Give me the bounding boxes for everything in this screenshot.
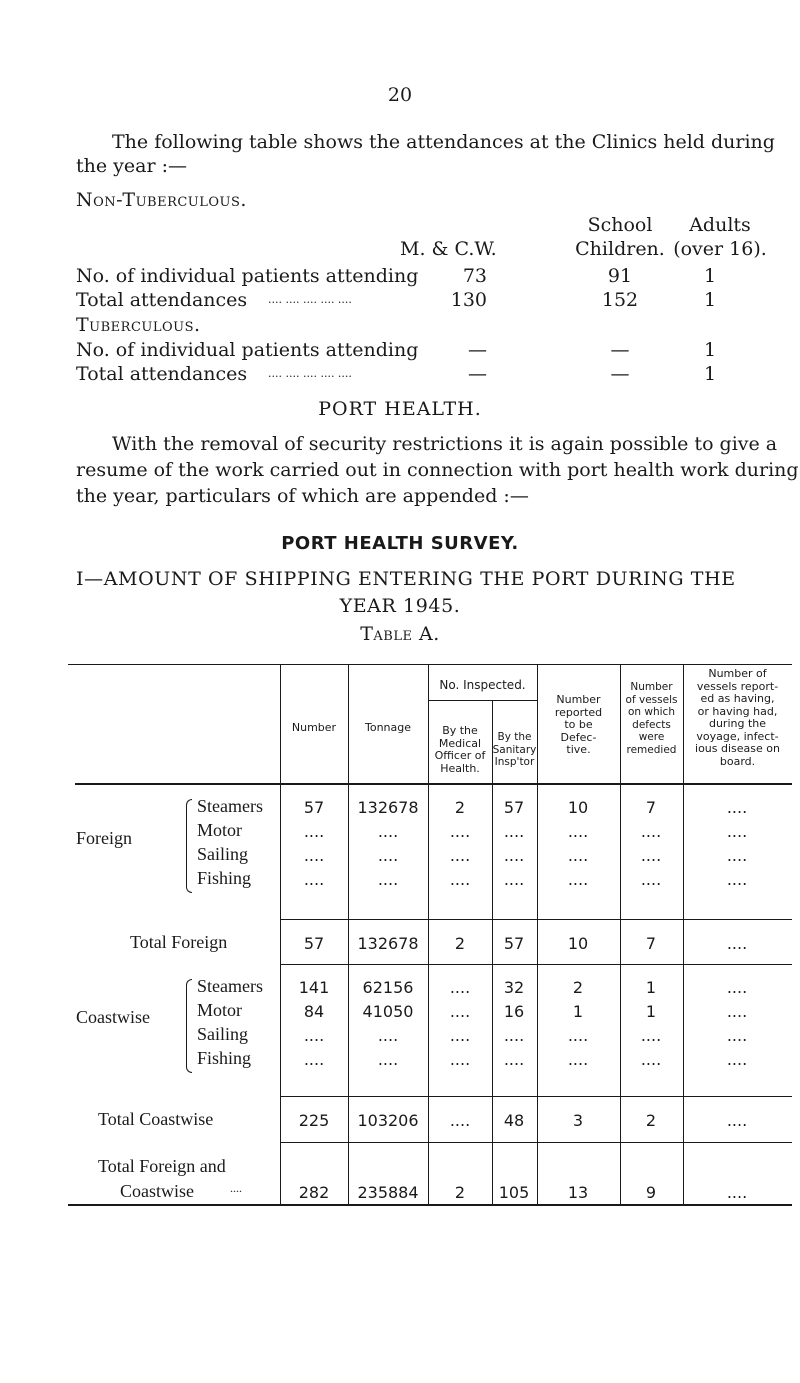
header-tonnage: Tonnage — [364, 721, 411, 734]
table-cell: .... — [303, 870, 325, 889]
header-text: By the — [442, 724, 478, 737]
row-type: Steamers — [197, 796, 263, 816]
page-number: 20 — [387, 84, 413, 106]
header-text: to be — [564, 718, 593, 731]
port-health-para-line-1: With the removal of security restrictions it is again possible to give a — [112, 433, 778, 455]
table-cell: .... — [449, 1111, 471, 1130]
non-tb-row-school: 91 — [607, 265, 633, 287]
table-cell: .... — [640, 870, 662, 889]
header-text: during the — [708, 717, 767, 730]
table-cell: .... — [449, 870, 471, 889]
table-cell: 10 — [567, 934, 589, 953]
table-cell: 41050 — [362, 1002, 414, 1021]
non-tb-row-adults: 1 — [703, 265, 717, 287]
table-cell: 105 — [498, 1183, 530, 1202]
header-reported-defective — [537, 694, 620, 757]
table-cell: .... — [726, 1050, 748, 1069]
table-cell: .... — [726, 978, 748, 997]
table-cell: .... — [567, 1026, 589, 1045]
table-cell: .... — [377, 1026, 399, 1045]
header-text: Health. — [440, 761, 480, 775]
header-bottom-rule — [75, 783, 792, 785]
table-cell: .... — [449, 978, 471, 997]
table-cell: .... — [726, 822, 748, 841]
table-cell: .... — [726, 1002, 748, 1021]
rule-before-total-coastwise — [280, 1096, 792, 1097]
port-health-para-line-2: resume of the work carried out in connection with port health work during — [76, 459, 799, 481]
tb-row-label: No. of individual patients attending — [76, 339, 419, 361]
header-text: remedied — [626, 743, 677, 756]
header-text: By the — [497, 731, 532, 743]
tb-row-adults: 1 — [703, 339, 717, 361]
table-cell: 57 — [503, 798, 525, 817]
table-cell: .... — [567, 846, 589, 865]
table-cell: 103206 — [357, 1111, 419, 1130]
tb-row-school: — — [610, 339, 630, 361]
intro-line-1: The following table shows the attendances at the Clinics held during — [112, 131, 775, 153]
table-cell: .... — [503, 1050, 525, 1069]
header-text: Medical — [438, 736, 482, 750]
non-tb-row-adults: 1 — [703, 289, 717, 311]
table-cell: .... — [377, 1050, 399, 1069]
table-cell: .... — [503, 1026, 525, 1045]
header-defects-remedied — [620, 681, 683, 756]
header-text: board. — [719, 754, 756, 768]
table-cell: 57 — [303, 934, 325, 953]
table-cell: 2 — [454, 798, 466, 817]
table-cell: 2 — [572, 978, 584, 997]
leader-dots: .... .... .... .... .... — [268, 367, 352, 380]
leader-dots: .... — [230, 1181, 242, 1195]
tb-row-mcw: — — [468, 363, 487, 385]
tb-row-adults: 1 — [703, 363, 717, 385]
non-tb-row-mcw: 73 — [462, 265, 487, 287]
tb-row-label: Total attendances — [76, 363, 248, 385]
port-health-para-line-3: the year, particulars of which are appended :— — [76, 485, 529, 507]
header-text: Number of — [708, 667, 767, 680]
table-cell: .... — [726, 1183, 748, 1202]
school-header-1: School — [587, 214, 653, 236]
table-cell: .... — [640, 846, 662, 865]
table-cell: 1 — [645, 978, 657, 997]
row-type: Motor — [197, 820, 242, 840]
table-cell: .... — [726, 798, 748, 817]
group-label-foreign: Foreign — [76, 828, 132, 848]
group-label-coastwise: Coastwise — [76, 1007, 150, 1027]
table-cell: .... — [503, 870, 525, 889]
total-foreign-label: Total Foreign — [130, 932, 228, 952]
non-tuberculous-heading: Non-Tuberculous. — [76, 189, 247, 211]
rule-after-total-foreign — [280, 964, 792, 965]
table-cell: .... — [449, 822, 471, 841]
table-cell: .... — [449, 1026, 471, 1045]
header-text: Number — [630, 681, 673, 693]
table-cell: 7 — [645, 798, 657, 817]
table-cell: .... — [303, 822, 325, 841]
table-cell: .... — [377, 846, 399, 865]
mcw-header: M. & C.W. — [400, 238, 497, 260]
table-cell: .... — [503, 846, 525, 865]
non-tb-row-school: 152 — [601, 289, 639, 311]
table-cell: .... — [726, 846, 748, 865]
table-cell: 2 — [454, 934, 466, 953]
table-cell: 1 — [572, 1002, 584, 1021]
table-cell: 1 — [645, 1002, 657, 1021]
non-tb-row-label: Total attendances — [76, 289, 248, 311]
table-cell: 16 — [503, 1002, 525, 1021]
table-bottom-rule — [68, 1204, 792, 1206]
row-type: Motor — [197, 1000, 242, 1020]
header-text: Number — [556, 693, 601, 706]
table-cell: .... — [449, 846, 471, 865]
leader-dots: .... .... .... .... .... — [268, 293, 352, 306]
port-health-title: PORT HEALTH. — [318, 398, 482, 420]
row-type: Steamers — [197, 976, 263, 996]
table-cell: .... — [726, 1111, 748, 1130]
section-title-line-2: YEAR 1945. — [339, 595, 461, 617]
table-cell: .... — [567, 822, 589, 841]
rule-after-total-coastwise — [280, 1142, 792, 1143]
tb-row-mcw: — — [468, 339, 487, 361]
table-cell: 2 — [454, 1183, 466, 1202]
table-cell: 282 — [298, 1183, 330, 1202]
table-cell: 225 — [298, 1111, 330, 1130]
header-text: Insp'tor — [494, 756, 535, 768]
header-number: Number — [291, 721, 337, 734]
inspected-subrule — [428, 700, 537, 701]
table-cell: .... — [303, 1026, 325, 1045]
header-text: defects — [632, 718, 671, 731]
header-text: or having had, — [697, 704, 778, 718]
table-cell: 48 — [503, 1111, 525, 1130]
total-coastwise-label: Total Coastwise — [98, 1109, 214, 1129]
table-cell: .... — [640, 822, 662, 841]
table-cell: 235884 — [357, 1183, 419, 1202]
header-text: of vessels — [625, 693, 678, 706]
table-cell: .... — [640, 1050, 662, 1069]
grand-total-label-1: Total Foreign and — [98, 1156, 226, 1176]
adults-header-1: Adults — [689, 214, 751, 236]
header-text: on which — [627, 706, 675, 718]
table-cell: 32 — [503, 978, 525, 997]
table-cell: 7 — [645, 934, 657, 953]
non-tb-row-mcw: 130 — [450, 289, 487, 311]
header-text: Defec- — [560, 730, 597, 744]
grand-total-label-2: Coastwise — [120, 1181, 194, 1201]
intro-line-2: the year :— — [76, 155, 187, 177]
row-type: Fishing — [197, 868, 252, 888]
school-header-2: Children. — [575, 238, 665, 260]
table-cell: 57 — [503, 934, 525, 953]
table-cell: .... — [726, 1026, 748, 1045]
header-infectious-disease — [683, 668, 792, 768]
table-cell: .... — [567, 1050, 589, 1069]
table-cell: 2 — [645, 1111, 657, 1130]
adults-header-2: (over 16). — [673, 238, 767, 260]
survey-title: PORT HEALTH SURVEY. — [281, 533, 519, 554]
header-text: tive. — [566, 743, 591, 756]
header-text: Officer of — [434, 749, 486, 762]
non-tb-row-label: No. of individual patients attending — [76, 265, 419, 287]
table-cell: 132678 — [357, 934, 419, 953]
table-cell: 3 — [572, 1111, 584, 1130]
table-cell: .... — [726, 870, 748, 889]
header-text: reported — [554, 705, 603, 719]
table-cell: 13 — [567, 1183, 589, 1202]
table-cell: 62156 — [362, 978, 414, 997]
rule-before-total-foreign — [280, 919, 792, 920]
tb-row-school: — — [610, 363, 630, 385]
header-text: Sanitary — [492, 743, 537, 756]
table-cell: 57 — [303, 798, 325, 817]
table-cell: .... — [303, 846, 325, 865]
header-text: voyage, infect- — [696, 729, 779, 743]
group-brace — [186, 799, 192, 893]
table-cell: .... — [449, 1050, 471, 1069]
row-type: Sailing — [197, 1024, 249, 1044]
header-text: were — [638, 731, 665, 743]
table-cell: 141 — [298, 978, 330, 997]
table-cell: 84 — [303, 1002, 325, 1021]
header-no-inspected: No. Inspected. — [439, 678, 526, 692]
table-cell: .... — [726, 934, 748, 953]
row-type: Sailing — [197, 844, 249, 864]
header-sanitary-inspector — [492, 731, 537, 769]
table-cell: 132678 — [357, 798, 419, 817]
table-cell: 9 — [645, 1183, 657, 1202]
tuberculous-heading: Tuberculous. — [76, 314, 201, 336]
table-cell: .... — [377, 822, 399, 841]
table-cell: .... — [449, 1002, 471, 1021]
table-cell: 10 — [567, 798, 589, 817]
table-title: Table A. — [360, 623, 440, 645]
group-brace — [186, 979, 192, 1073]
table-cell: .... — [503, 822, 525, 841]
table-cell: .... — [640, 1026, 662, 1045]
row-type: Fishing — [197, 1048, 252, 1068]
table-cell: .... — [303, 1050, 325, 1069]
header-medical-officer — [428, 725, 492, 775]
table-cell: .... — [567, 870, 589, 889]
header-text: vessels report- — [696, 679, 779, 693]
header-text: ed as having, — [700, 692, 775, 705]
table-cell: .... — [377, 870, 399, 889]
section-title-line-1: I—AMOUNT OF SHIPPING ENTERING THE PORT DURING THE — [76, 568, 736, 590]
header-text: ious disease on — [695, 742, 780, 755]
